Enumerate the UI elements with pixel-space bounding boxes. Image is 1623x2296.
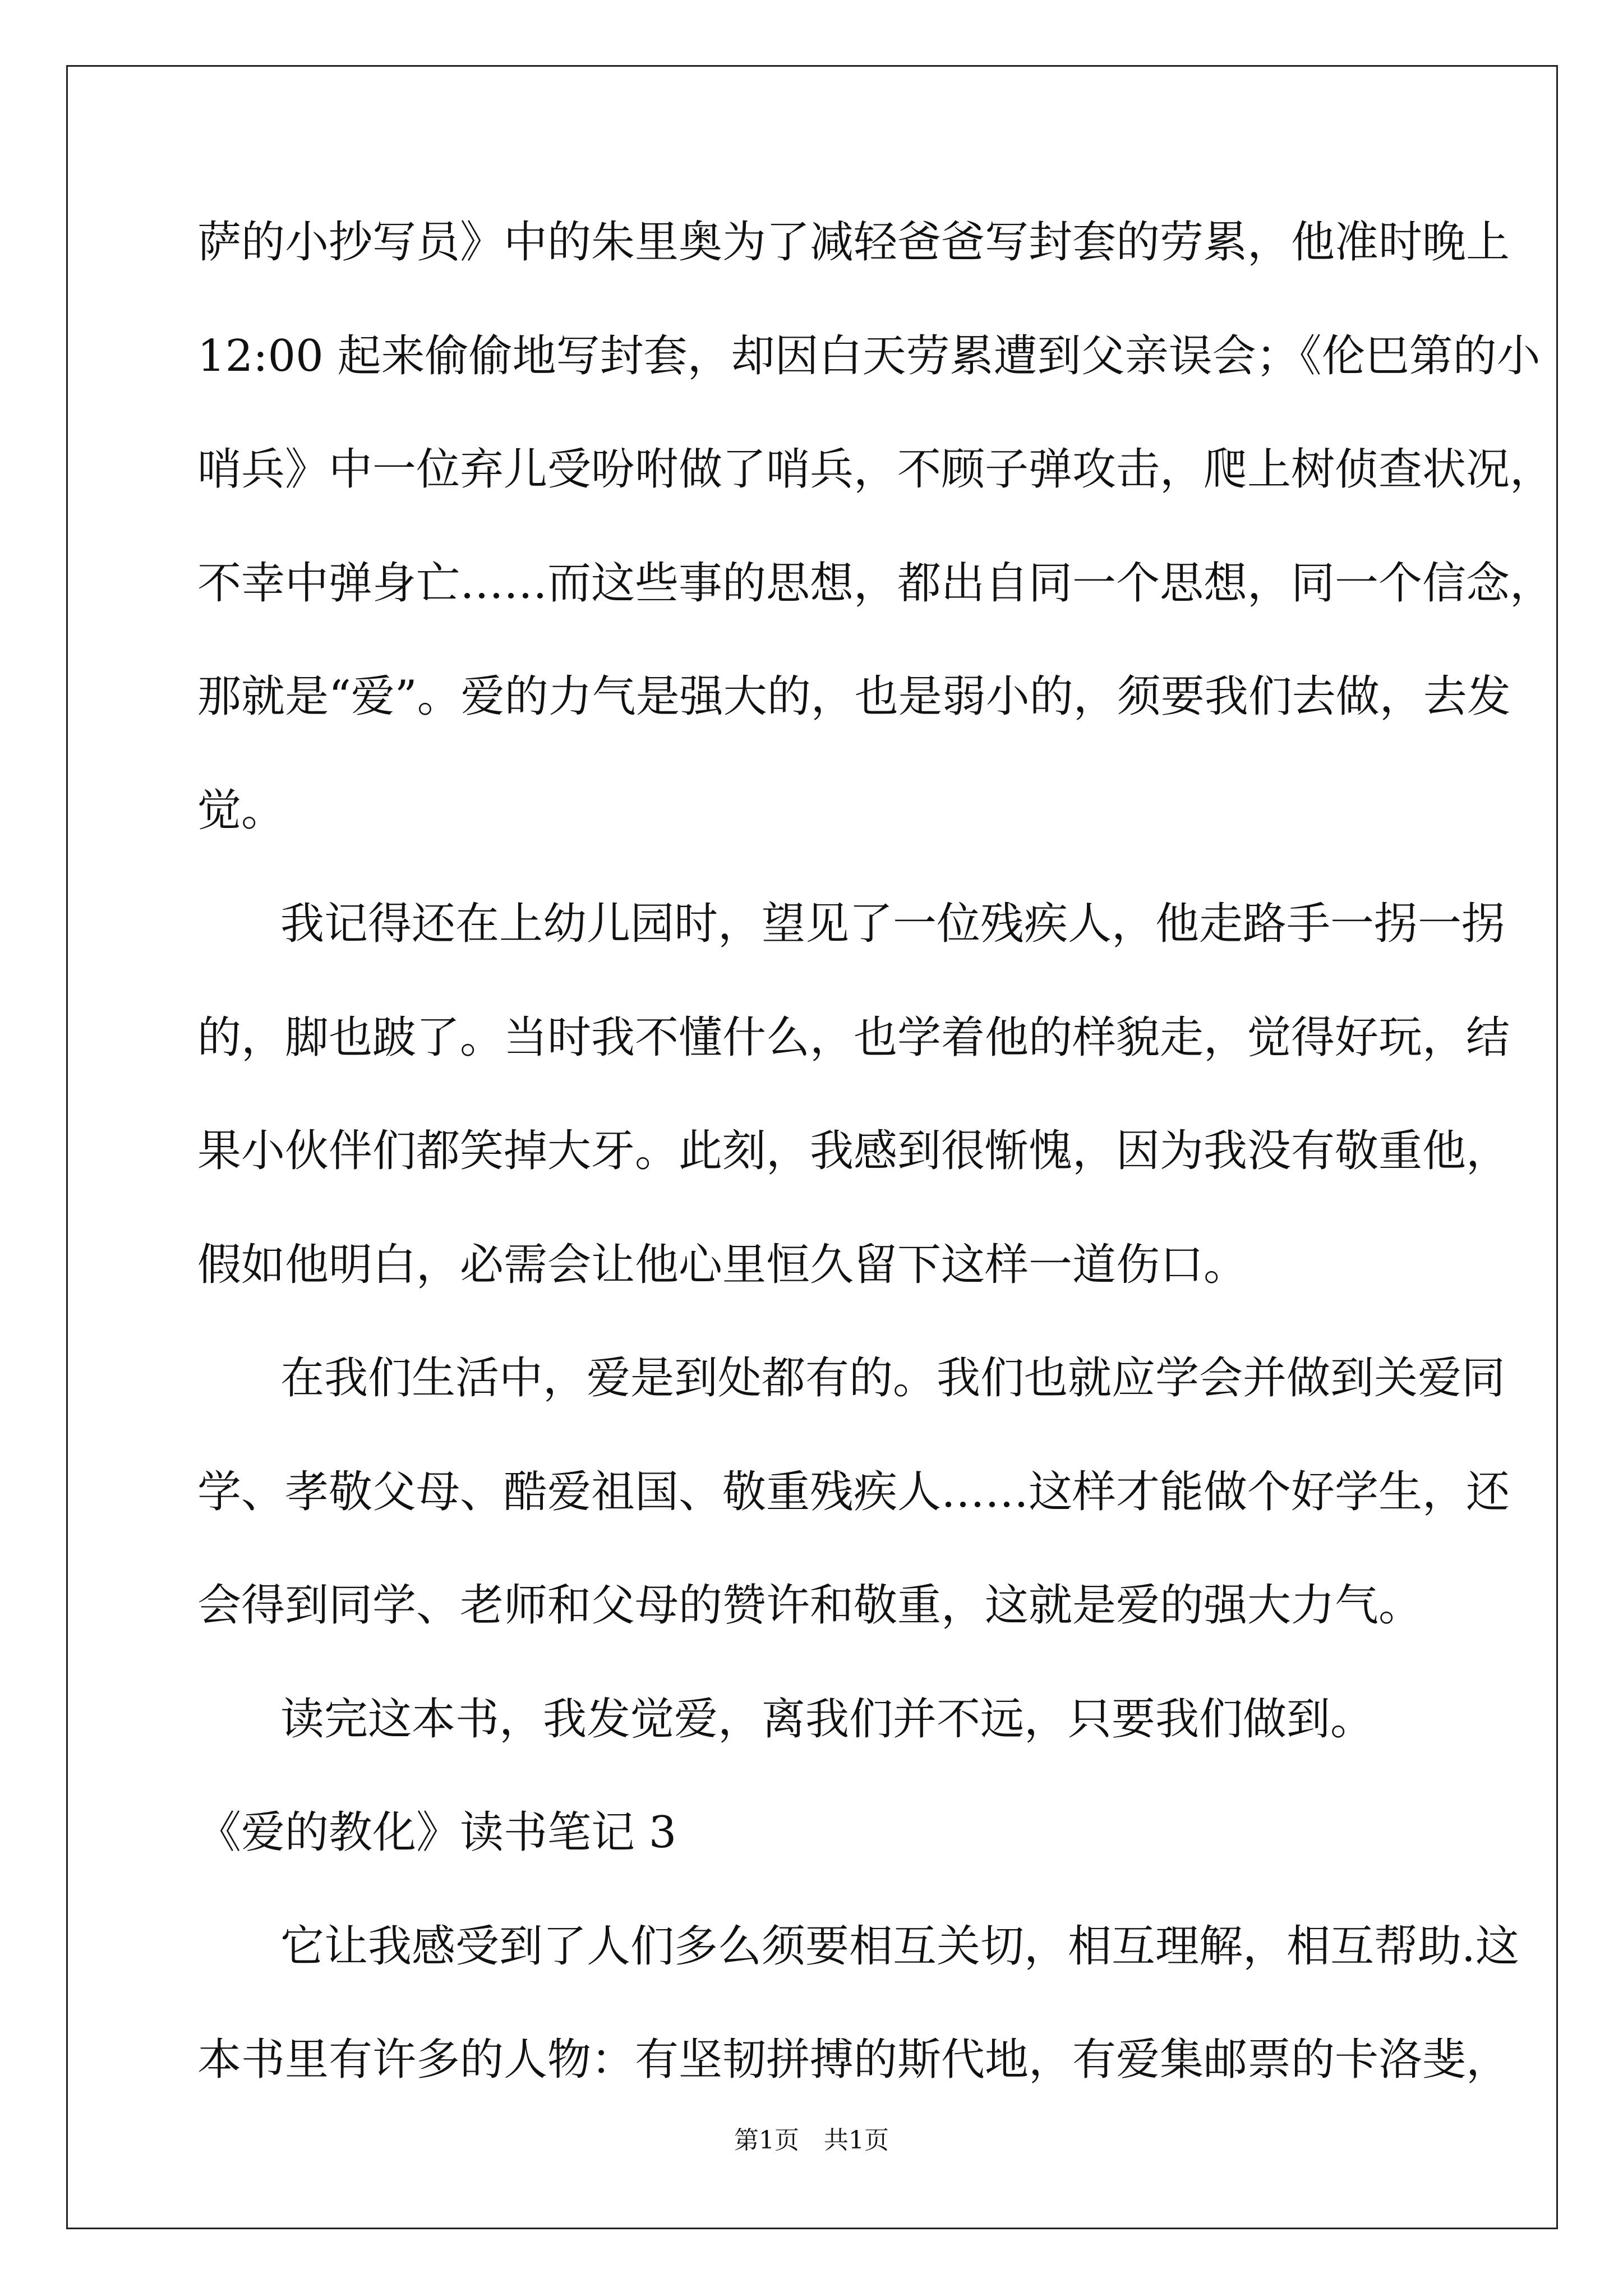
text-line: 会得到同学、老师和父母的赞许和敬重，这就是爱的强大力气。 xyxy=(197,1580,1423,1631)
text-line: 哨兵》中一位弃儿受吩咐做了哨兵，不顾子弹攻击，爬上树侦查状况， xyxy=(197,444,1554,495)
text-line: 果小伙伴们都笑掉大牙。此刻，我感到很惭愧，因为我没有敬重他， xyxy=(197,1126,1510,1176)
page-count: 共1页 xyxy=(824,2126,889,2155)
text-line: 学、孝敬父母、酷爱祖国、敬重残疾人……这样才能做个好学生，还 xyxy=(197,1467,1510,1517)
text-line: 假如他明白，必需会让他心里恒久留下这样一道伤口。 xyxy=(197,1240,1248,1290)
text-line: 12:00 起来偷偷地写封套，却因白天劳累遭到父亲误会；《伦巴第的小 xyxy=(197,331,1541,381)
text-line: 不幸中弹身亡……而这些事的思想，都出自同一个思想，同一个信念， xyxy=(197,558,1554,609)
text-line: 的，脚也跛了。当时我不懂什么，也学着他的样貌走，觉得好玩，结 xyxy=(197,1013,1510,1063)
text-line: 它让我感受到了人们多么须要相互关切，相互理解，相互帮助.这 xyxy=(280,1921,1519,1972)
text-line: 萨的小抄写员》中的朱里奥为了减轻爸爸写封套的劳累，他准时晚上 xyxy=(197,217,1510,268)
text-line: 读完这本书，我发觉爱，离我们并不远，只要我们做到。 xyxy=(280,1694,1375,1745)
text-line: 在我们生活中，爱是到处都有的。我们也就应学会并做到关爱同 xyxy=(280,1353,1506,1404)
page-number: 第1页 xyxy=(734,2126,799,2155)
text-line: 本书里有许多的人物：有坚韧拼搏的斯代地，有爱集邮票的卡洛斐， xyxy=(197,2035,1510,2085)
text-line: 那就是“爱”。爱的力气是强大的，也是弱小的，须要我们去做，去发 xyxy=(197,671,1511,722)
text-line: 我记得还在上幼儿园时，望见了一位残疾人，他走路手一拐一拐 xyxy=(280,899,1506,949)
section-heading: 《爱的教化》读书笔记 3 xyxy=(197,1807,677,1858)
text-line: 觉。 xyxy=(197,785,285,836)
page-footer xyxy=(0,2124,1623,2157)
